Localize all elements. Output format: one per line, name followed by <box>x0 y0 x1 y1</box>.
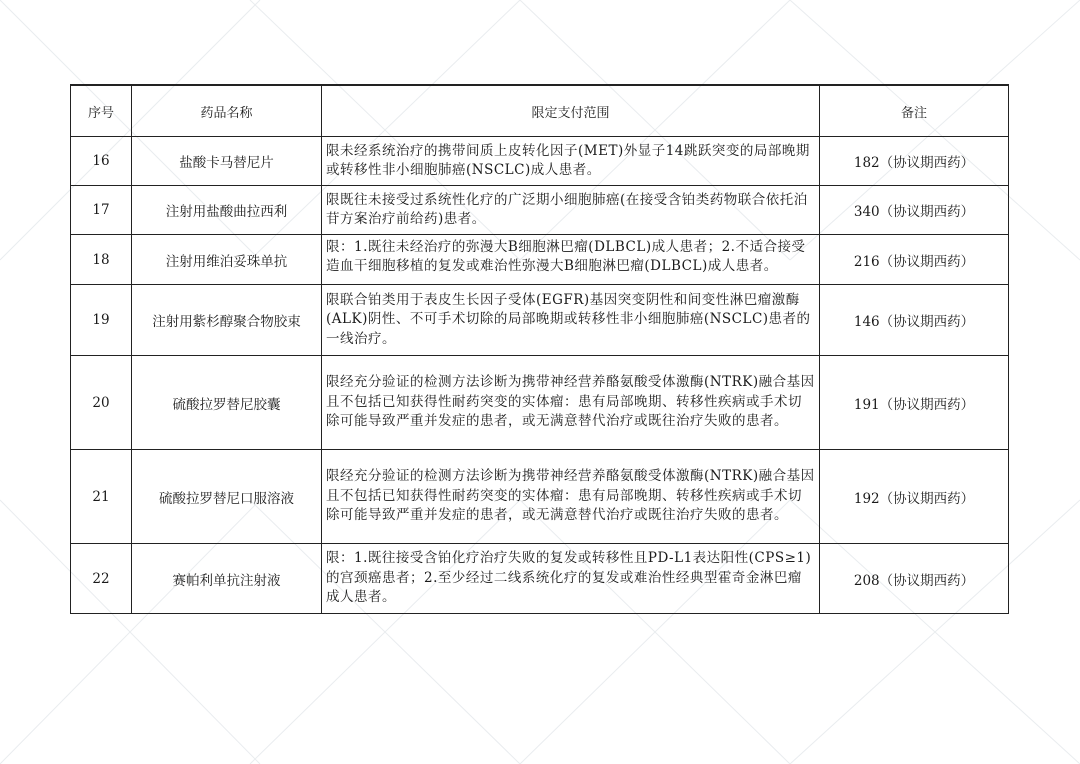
cell-payment-scope: 限联合铂类用于表皮生长因子受体(EGFR)基因突变阴性和间变性淋巴瘤激酶(ALK)阴性、不可手术切除的局部晚期或转移性非小细胞肺癌(NSCLC)患者的一线治疗。 <box>322 285 820 356</box>
cell-drug-name: 盐酸卡马替尼片 <box>132 137 322 186</box>
cell-remarks: 340（协议期西药） <box>820 186 1009 235</box>
cell-serial-number: 20 <box>71 356 132 450</box>
cell-payment-scope: 限经充分验证的检测方法诊断为携带神经营养酪氨酸受体激酶(NTRK)融合基因且不包括已知获得性耐药突变的实体瘤：患有局部晚期、转移性疾病或手术切除可能导致严重并发症的患者，或无满意替代治疗或既往治疗失败的患者。 <box>322 356 820 450</box>
cell-payment-scope: 限既往未接受过系统性化疗的广泛期小细胞肺癌(在接受含铂类药物联合依托泊苷方案治疗前给药)患者。 <box>322 186 820 235</box>
table-row <box>71 137 1009 186</box>
cell-remarks: 182（协议期西药） <box>820 137 1009 186</box>
header-drug-name: 药品名称 <box>132 85 322 137</box>
cell-drug-name: 赛帕利单抗注射液 <box>132 544 322 614</box>
header-payment-scope: 限定支付范围 <box>322 85 820 137</box>
drug-payment-table <box>70 84 1009 614</box>
header-remarks: 备注 <box>820 85 1009 137</box>
cell-serial-number: 18 <box>71 235 132 285</box>
cell-remarks: 192（协议期西药） <box>820 450 1009 544</box>
cell-drug-name: 注射用紫杉醇聚合物胶束 <box>132 285 322 356</box>
table-row <box>71 356 1009 450</box>
table-row <box>71 235 1009 285</box>
cell-serial-number: 17 <box>71 186 132 235</box>
cell-serial-number: 19 <box>71 285 132 356</box>
table-row <box>71 186 1009 235</box>
cell-serial-number: 21 <box>71 450 132 544</box>
cell-drug-name: 注射用维泊妥珠单抗 <box>132 235 322 285</box>
cell-payment-scope <box>322 235 820 285</box>
header-serial-number: 序号 <box>71 85 132 137</box>
cell-remarks: 216（协议期西药） <box>820 235 1009 285</box>
table-row <box>71 450 1009 544</box>
cell-remarks: 191（协议期西药） <box>820 356 1009 450</box>
cell-drug-name: 硫酸拉罗替尼胶囊 <box>132 356 322 450</box>
cell-serial-number: 22 <box>71 544 132 614</box>
payment-scope-text: 限：1.既往未经治疗的弥漫大B细胞淋巴瘤(DLBCL)成人患者；2.不适合接受造血干细胞移植的复发或难治性弥漫大B细胞淋巴瘤(DLBCL)成人患者。 <box>326 238 806 274</box>
cell-drug-name: 硫酸拉罗替尼口服溶液 <box>132 450 322 544</box>
cell-drug-name: 注射用盐酸曲拉西利 <box>132 186 322 235</box>
table-row <box>71 544 1009 614</box>
cell-remarks: 146（协议期西药） <box>820 285 1009 356</box>
table-header-row <box>71 85 1009 137</box>
cell-remarks: 208（协议期西药） <box>820 544 1009 614</box>
table-row <box>71 285 1009 356</box>
cell-payment-scope: 限经充分验证的检测方法诊断为携带神经营养酪氨酸受体激酶(NTRK)融合基因且不包括已知获得性耐药突变的实体瘤：患有局部晚期、转移性疾病或手术切除可能导致严重并发症的患者，或无满意替代治疗或既往治疗失败的患者。 <box>322 450 820 544</box>
cell-payment-scope: 限：1.既往接受含铂化疗治疗失败的复发或转移性且PD-L1表达阳性(CPS≥1)的宫颈癌患者；2.至少经过二线系统化疗的复发或难治性经典型霍奇金淋巴瘤成人患者。 <box>322 544 820 614</box>
cell-serial-number: 16 <box>71 137 132 186</box>
cell-payment-scope: 限未经系统治疗的携带间质上皮转化因子(MET)外显子14跳跃突变的局部晚期或转移性非小细胞肺癌(NSCLC)成人患者。 <box>322 137 820 186</box>
